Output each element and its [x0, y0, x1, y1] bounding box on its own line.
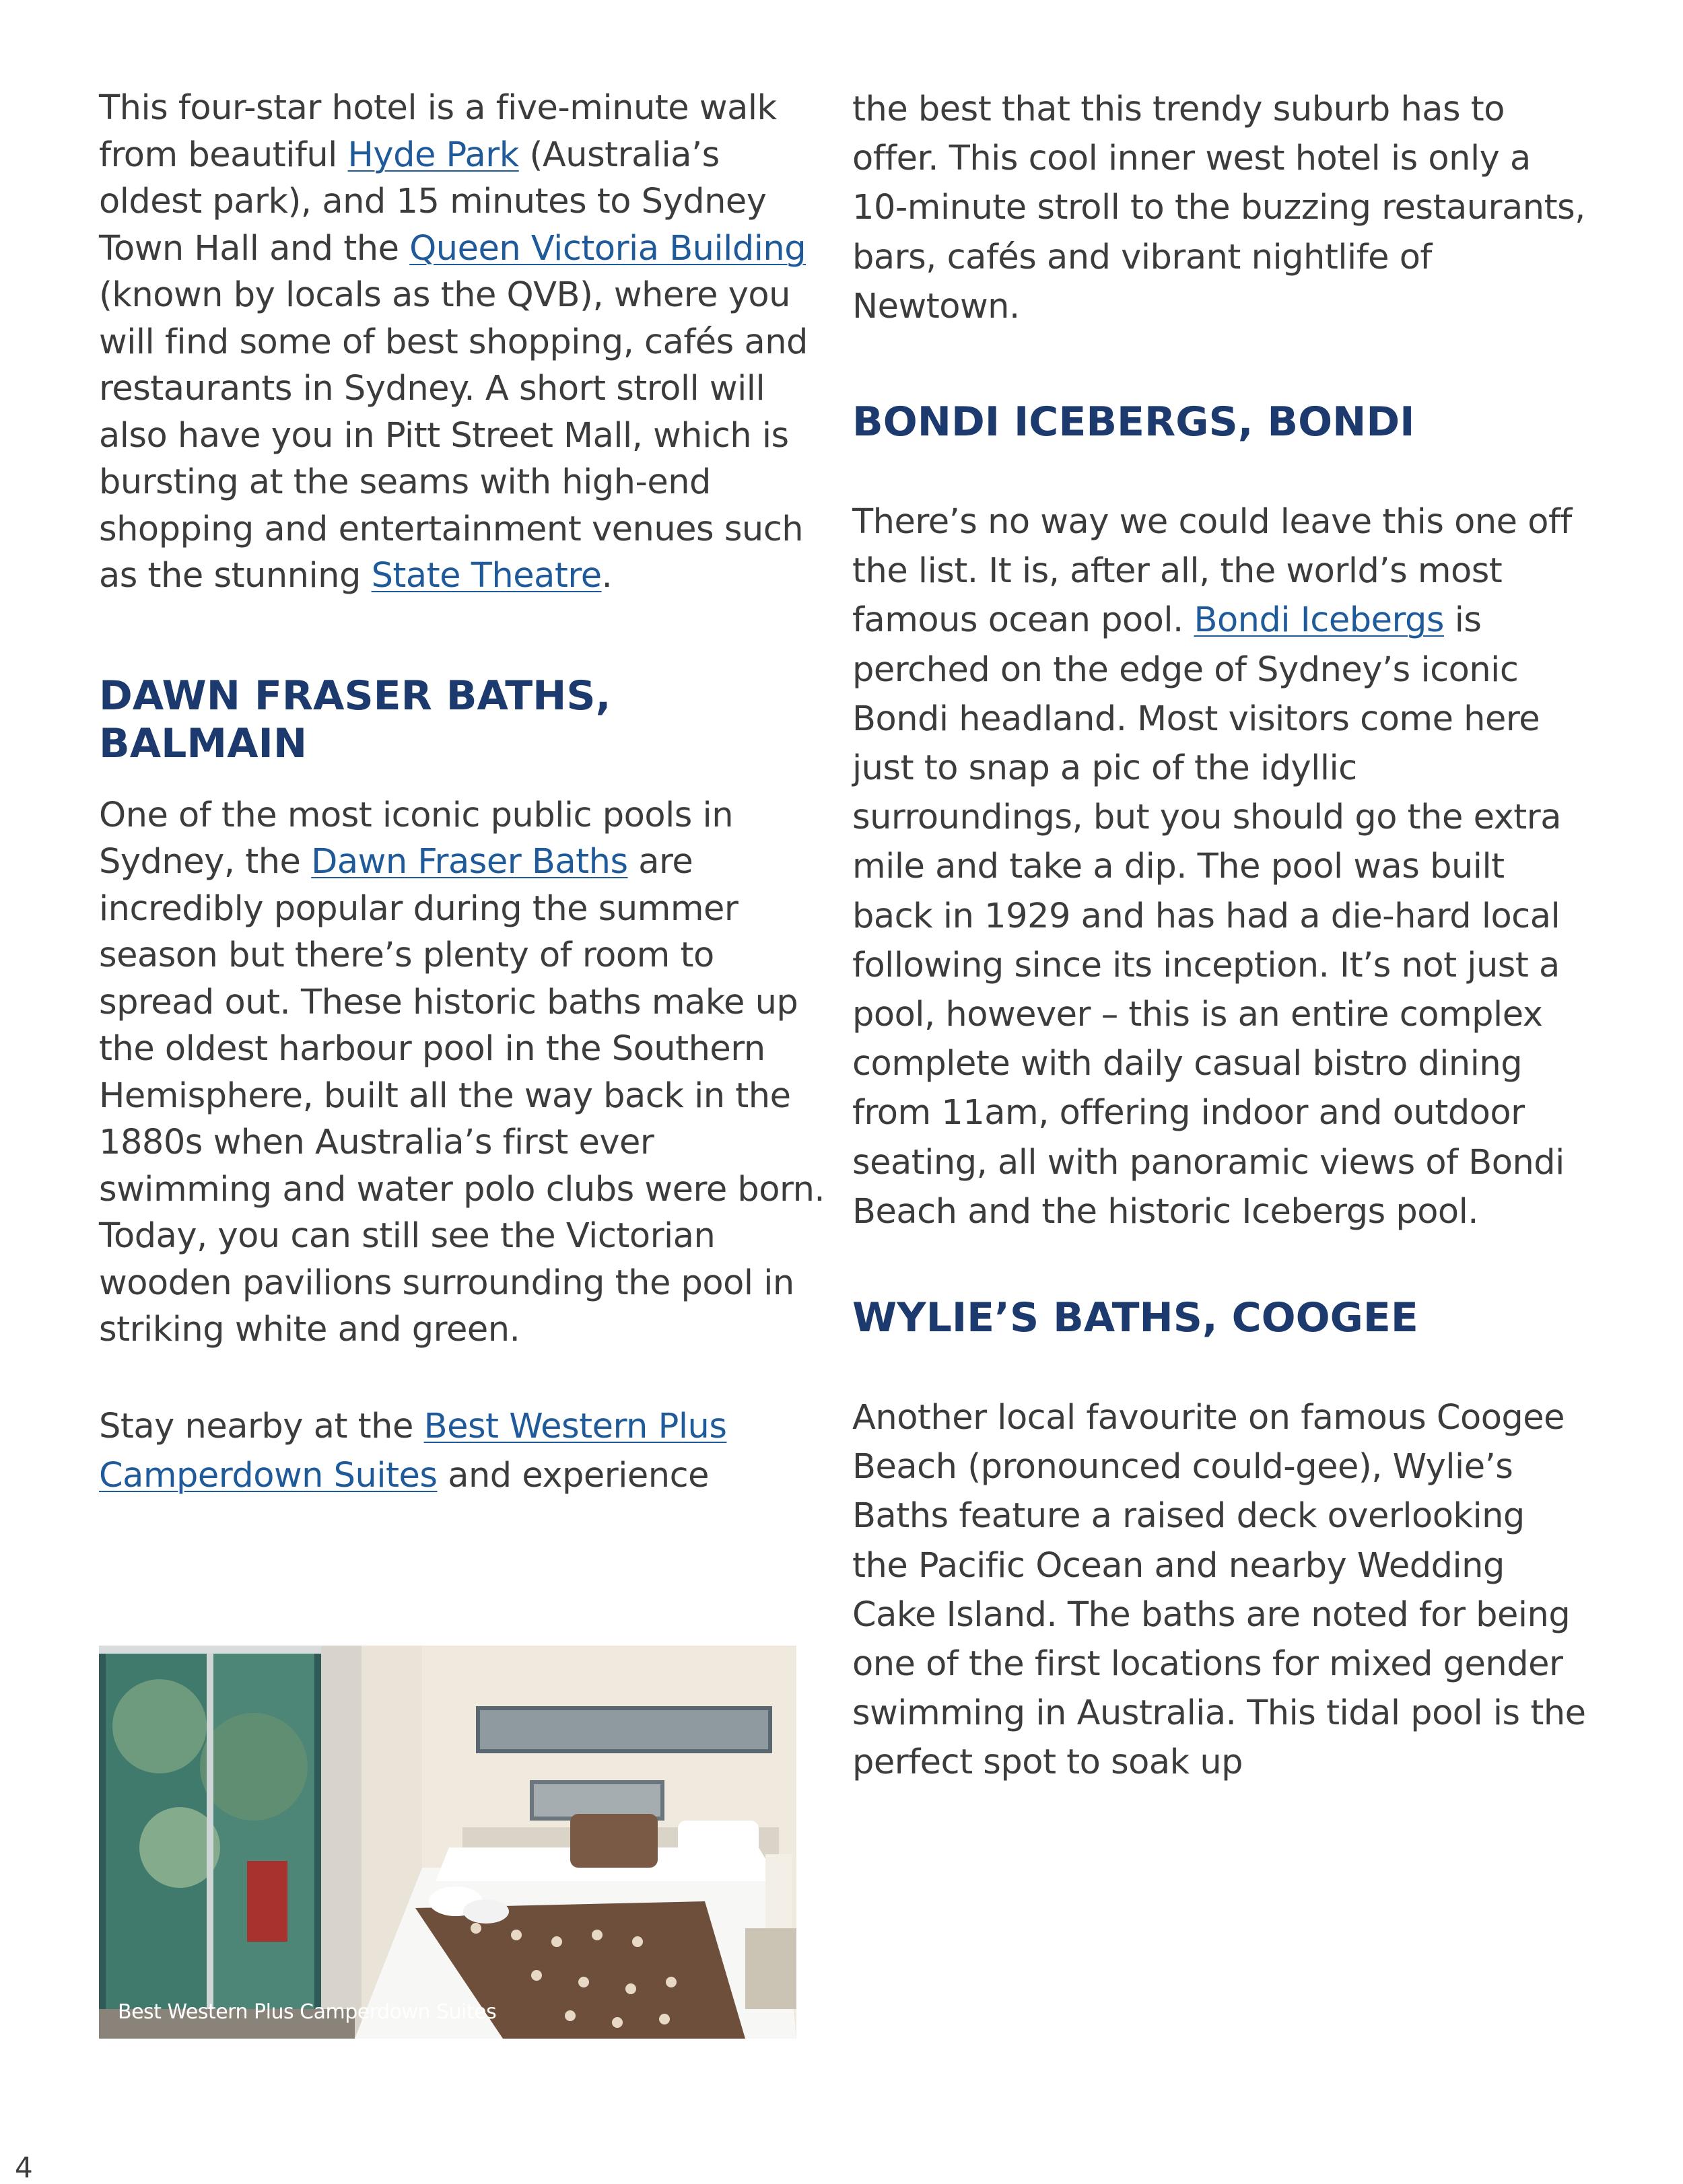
bondi-icebergs-link[interactable]: Bondi Icebergs [1194, 600, 1444, 641]
newtown-paragraph: the best that this trendy suburb has to offer. This cool inner west hotel is only a 10-minute stroll to the buzzing restaurants, bars, cafés and vibrant nightlife of Newtown. [852, 90, 1585, 326]
queen-victoria-building-link[interactable]: Queen Victoria Building [409, 228, 806, 269]
wylies-baths-paragraph: Another local favourite on famous Coogee Beach (pronounced could-gee), Wylie’s Baths feature a raised deck overlooking the Pacific Ocean and nearby Wedding Cake Island. The baths are noted for being one of the first locations for mixed gender swimming in Australia. This tidal pool is the perfect spot to soak up [852, 1398, 1586, 1783]
bondi-icebergs-heading: BONDI ICEBERGS, BONDI [852, 398, 1415, 446]
best-western-camperdown-link[interactable]: Best Western Plus Camperdown Suites [99, 1406, 727, 1495]
page-number: 4 [15, 2151, 33, 2184]
text-span: and experience [437, 1455, 710, 1495]
text-span: . [601, 556, 613, 596]
text-span: is perched on the edge of Sydney’s iconic Bondi headland. Most visitors come here just to snap a pic of the idyllic surroundings, but you should go the extra mile and take a dip. The pool was built back in 1929 and has had a die-hard local following since its inception. It’s not just a pool, however – this is an entire complex complete with daily casual bistro dining from 11am, offering indoor and outdoor seating, all with panoramic views of Bondi Beach and the historic Icebergs pool. [852, 600, 1565, 1232]
text-span: One of the most iconic public pools in Sydney, the [99, 795, 734, 882]
text-span: There’s no way we could leave this one off the list. It is, after all, the world’s most famous ocean pool. [852, 502, 1572, 641]
hotel-paragraph [99, 85, 826, 600]
hotel-room-illustration [99, 1646, 796, 2039]
stay-nearby-paragraph [99, 1402, 826, 1500]
dawn-fraser-paragraph [99, 792, 826, 1353]
text-span: Stay nearby at the [99, 1406, 424, 1446]
right-column [852, 85, 1586, 1788]
text-span: (known by locals as the QVB), where you will find some of best shopping, cafés and restaurants in Sydney. A short stroll will also have you in Pitt Street Mall, which is bursting at the seams with high-end shopping and entertainment venues such as the stunning [99, 275, 808, 596]
state-theatre-link[interactable]: State Theatre [371, 556, 602, 596]
photo-caption: Best Western Plus Camperdown Suites [118, 2000, 497, 2024]
wylies-baths-heading: WYLIE’S BATHS, COOGEE [852, 1294, 1418, 1342]
dawn-fraser-heading: DAWN FRASER BATHS, BALMAIN [99, 672, 611, 767]
left-column [99, 85, 826, 1500]
hotel-room-photo [99, 1646, 796, 2039]
text-span: (Australia’s oldest park), and 15 minutes to Sydney Town Hall and the [99, 135, 767, 269]
hyde-park-link[interactable]: Hyde Park [347, 135, 519, 175]
text-span: are incredibly popular during the summer season but there’s plenty of room to spread out. These historic baths make up the oldest harbour pool in the Southern Hemisphere, built all the way back in the 1880s when Australia’s first ever swimming and water polo clubs were born. Today, you can still see the Victorian wooden pavilions surrounding the pool in striking white and green. [99, 842, 825, 1349]
bondi-icebergs-paragraph [852, 497, 1586, 1236]
text-span: This four-star hotel is a five-minute walk from beautiful [99, 88, 777, 175]
dawn-fraser-baths-link[interactable]: Dawn Fraser Baths [311, 842, 628, 882]
